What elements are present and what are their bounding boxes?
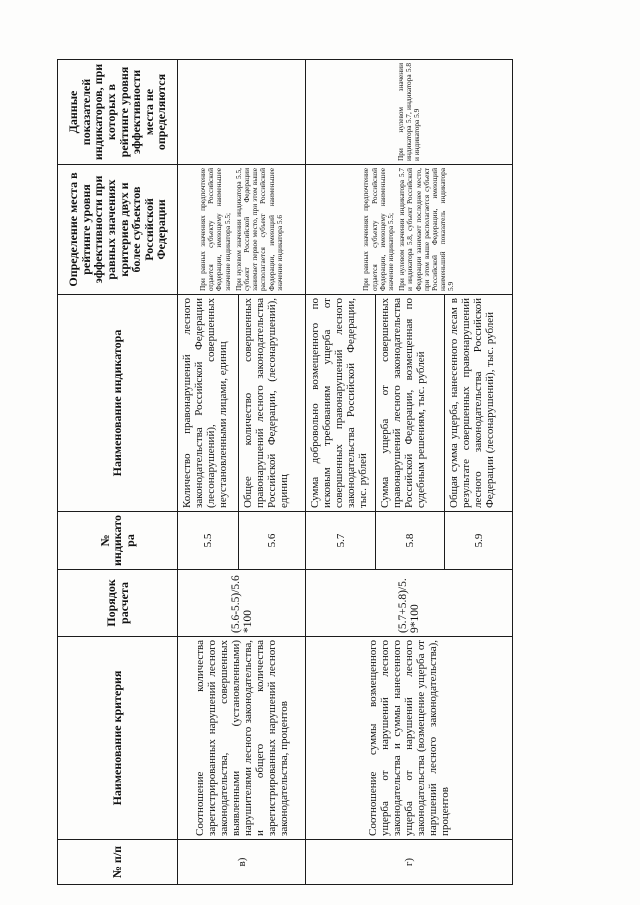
criterion-name: Соотношение суммы возмещенного ущерба от нарушений лесного законодательства и суммы нанесенного ущерба от нарушений лесного законодательства (возмещение ущерба от нарушений лесного законодательства), процентов [306, 637, 513, 840]
criterion-name: Соотношение количества зарегистрированных нарушений лесного законодательства, совершенных выявленными (установленными) нарушителями лесного законодательства, и общего количества зарегистрированных нарушений лесного законодательства, процентов [178, 637, 306, 840]
criteria-table [57, 59, 513, 885]
calculation-formula: (5.6-5.5)/5.6*100 [178, 570, 306, 637]
table-row [306, 60, 376, 885]
rank-rule-paragraph: При равных значениях предпочтение отдается субъекту Российской Федерации, имеющему наименьшее значение индикатора 5.5; [197, 168, 232, 291]
row-label: в) [178, 840, 306, 885]
calculation-formula: (5.7+5.8)/5.9*100 [306, 570, 513, 637]
rank-rule [178, 165, 306, 295]
header-no-rank-data: Данные показателей индикаторов, при которых в рейтинге уровня эффективности места не определяются [58, 60, 178, 165]
table-row [178, 60, 239, 885]
indicator-number: 5.6 [239, 512, 306, 570]
no-rank-data: При нулевом значении индикатора 5.7, индикатора 5.8 и индикатора 5.9 [306, 60, 513, 165]
table-header-row [58, 60, 178, 885]
header-indicator-name: Наименование индикатора [58, 295, 178, 512]
indicator-number: 5.8 [376, 512, 445, 570]
header-calculation: Порядок расчета [58, 570, 178, 637]
indicator-name: Сумма добровольно возмещенного по исковым требованиям ущерба от совершенных правонарушений лесного законодательства Российской Федерации, тыс. рублей [306, 295, 376, 512]
rank-rule-paragraph: При нулевом значении индикатора 5.7 и индикатора 5.8, субъект Российской Федерации занимает последнее место, при этом выше располагается субъект Российской Федерации, имеющий наименьший показатель индикатора 5.9 [397, 168, 456, 291]
rank-rule [306, 165, 513, 295]
indicator-name: Общая сумма ущерба, нанесенного лесам в результате совершенных правонарушений лесного законодательства Российской Федерации (лесонарушений), тыс. рублей [445, 295, 513, 512]
no-rank-data [178, 60, 306, 165]
indicator-number: 5.9 [445, 512, 513, 570]
header-row-number: № п/п [58, 840, 178, 885]
indicator-name: Сумма ущерба от совершенных правонарушений лесного законодательства Российской Федерации, возмещенная по судебным решениям, тыс. рублей [376, 295, 445, 512]
header-rank-rule: Определение места в рейтинге уровня эффективности при равных значениях критериев двух и более субъектов Российской Федерации [58, 165, 178, 295]
indicator-name: Общее количество совершенных правонарушений лесного законодательства Российской Федерации, (лесонарушений), единиц [239, 295, 306, 512]
rank-rule-paragraph: При равных значениях предпочтение отдается субъекту Российской Федерации, имеющему наименьшее значение индикатора 5.5; [361, 168, 395, 291]
rotated-table-sheet [57, 60, 512, 885]
indicator-name: Количество правонарушений лесного законодательства Российской Федерации (лесонарушений), совершенных неустановленными лицами, единиц [178, 295, 239, 512]
indicator-number: 5.7 [306, 512, 376, 570]
rank-rule-paragraph: При нулевом значении индикатора 5.5, субъект Российской Федерации занимает первое место, при этом выше располагается субъект Российской Федерации, имеющий наименьшее значение индикатора 5.6 [233, 168, 284, 291]
row-label: г) [306, 840, 513, 885]
header-criterion-name: Наименование критерия [58, 637, 178, 840]
indicator-number: 5.5 [178, 512, 239, 570]
header-indicator-number: № индикатора [58, 512, 178, 570]
